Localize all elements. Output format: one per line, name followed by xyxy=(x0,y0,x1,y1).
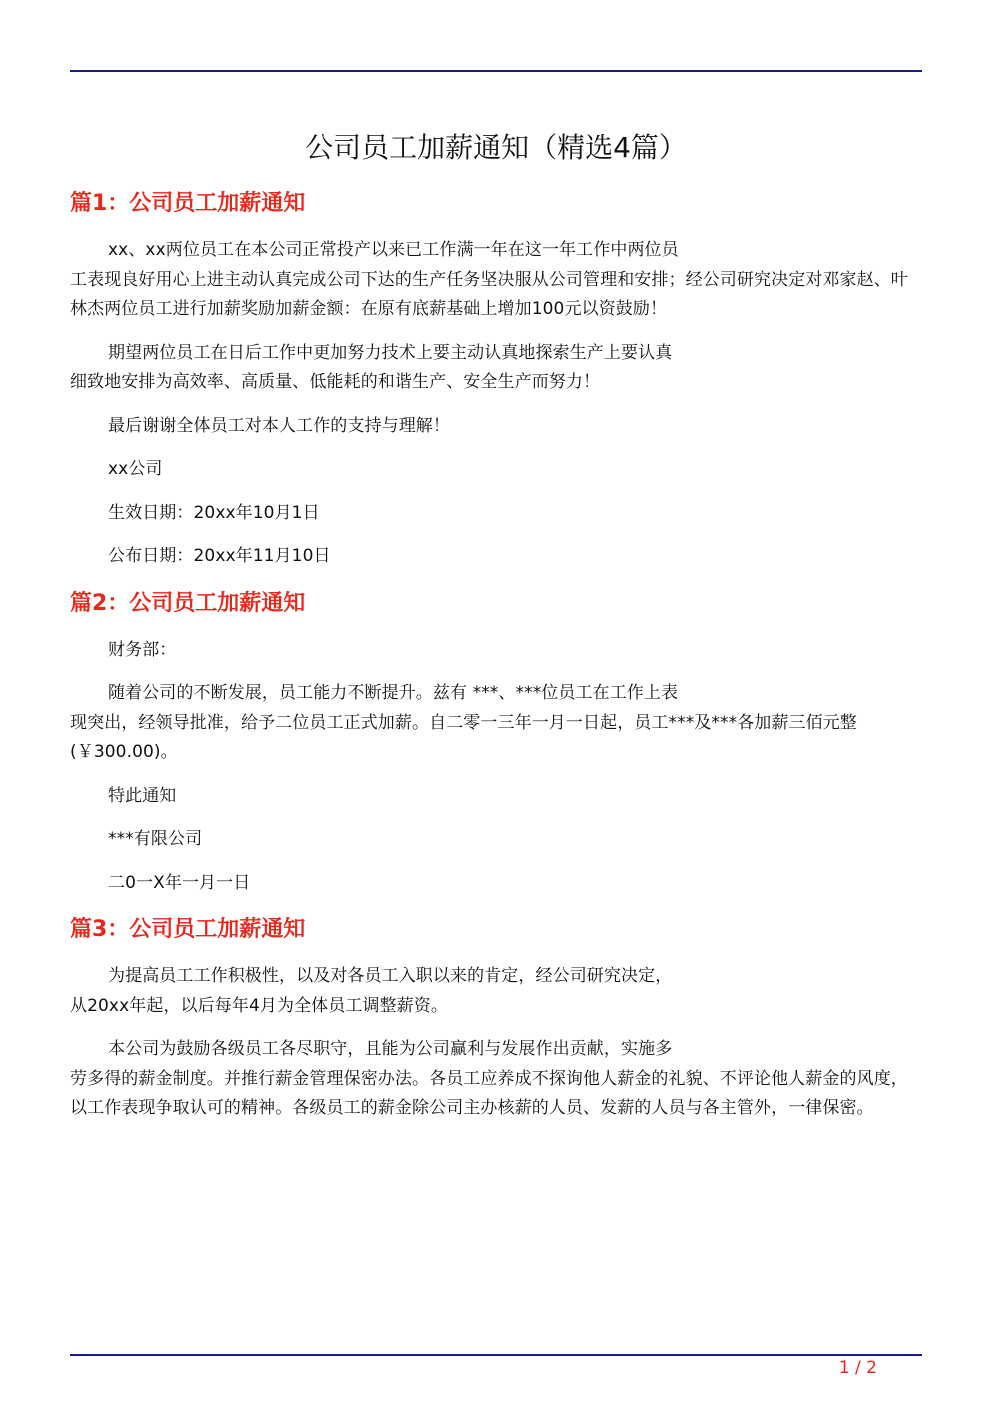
paragraph-continuation: 工表现良好用心上进主动认真完成公司下达的生产任务坚决服从公司管理和安排；经公司研究决定对邓家赵、叶林杰两位员工进行加薪奖励加薪金额：在原有底薪基础上增加100元以资鼓励！ xyxy=(70,269,908,319)
paragraph xyxy=(70,236,922,325)
paragraph-first-line: 为提高员工工作积极性，以及对各员工入职以来的肯定，经公司研究决定， xyxy=(108,966,673,986)
publish-date: 公布日期：20xx年11月10日 xyxy=(108,546,331,566)
paragraph-first-line: 随着公司的不断发展，员工能力不断提升。兹有 ***、***位员工在工作上表 xyxy=(108,683,679,703)
paragraph: 最后谢谢全体员工对本人工作的支持与理解！ xyxy=(108,415,450,436)
paragraph-first-line: 本公司为鼓励各级员工各尽职守，且能为公司赢利与发展作出贡献，实施多 xyxy=(108,1039,673,1059)
company-signature: xx公司 xyxy=(108,459,163,479)
section-heading: 篇2：公司员工加薪通知 xyxy=(70,590,306,616)
paragraph-continuation: 劳多得的薪金制度。并推行薪金管理保密办法。各员工应养成不探询他人薪金的礼貌、不评论他人薪金的风度，以工作表现争取认可的精神。各级员工的薪金除公司主办核薪的人员、发薪的人员与各主管外，一律保密。 xyxy=(70,1068,908,1118)
recipient: 财务部： xyxy=(108,639,177,660)
paragraph xyxy=(70,962,922,1021)
section-heading: 篇3：公司员工加薪通知 xyxy=(70,917,306,942)
signature-date: 二0一X年一月一日 xyxy=(108,872,251,893)
header-rule xyxy=(70,70,922,72)
paragraph-continuation: 细致地安排为高效率、高质量、低能耗的和谐生产、安全生产而努力！ xyxy=(70,372,601,392)
paragraph: 特此通知 xyxy=(108,785,177,806)
paragraph xyxy=(70,1035,922,1124)
section-1 xyxy=(70,186,922,572)
company-signature: ***有限公司 xyxy=(108,829,203,849)
paragraph-first-line: 期望两位员工在日后工作中更加努力技术上要主动认真地探索生产上要认真 xyxy=(108,342,673,363)
section-3 xyxy=(70,912,922,1124)
page-number: 1 / 2 xyxy=(838,1358,877,1378)
paragraph xyxy=(70,339,922,398)
paragraph xyxy=(70,679,922,768)
paragraph-continuation: 现突出，经领导批准，给予二位员工正式加薪。自二零一三年一月一日起，员工***及***各加薪三佰元整(￥300.00)。 xyxy=(70,712,857,762)
paragraph-first-line: xx、xx两位员工在本公司正常投产以来已工作满一年在这一年工作中两位员 xyxy=(108,240,679,260)
section-2 xyxy=(70,586,922,899)
document-title: 公司员工加薪通知（精选4篇） xyxy=(305,131,687,164)
section-heading: 篇1：公司员工加薪通知 xyxy=(70,191,306,216)
effective-date: 生效日期：20xx年10月1日 xyxy=(108,502,320,523)
footer-rule xyxy=(70,1354,922,1356)
paragraph-continuation: 从20xx年起，以后每年4月为全体员工调整薪资。 xyxy=(70,995,448,1016)
document-body xyxy=(70,186,922,1138)
